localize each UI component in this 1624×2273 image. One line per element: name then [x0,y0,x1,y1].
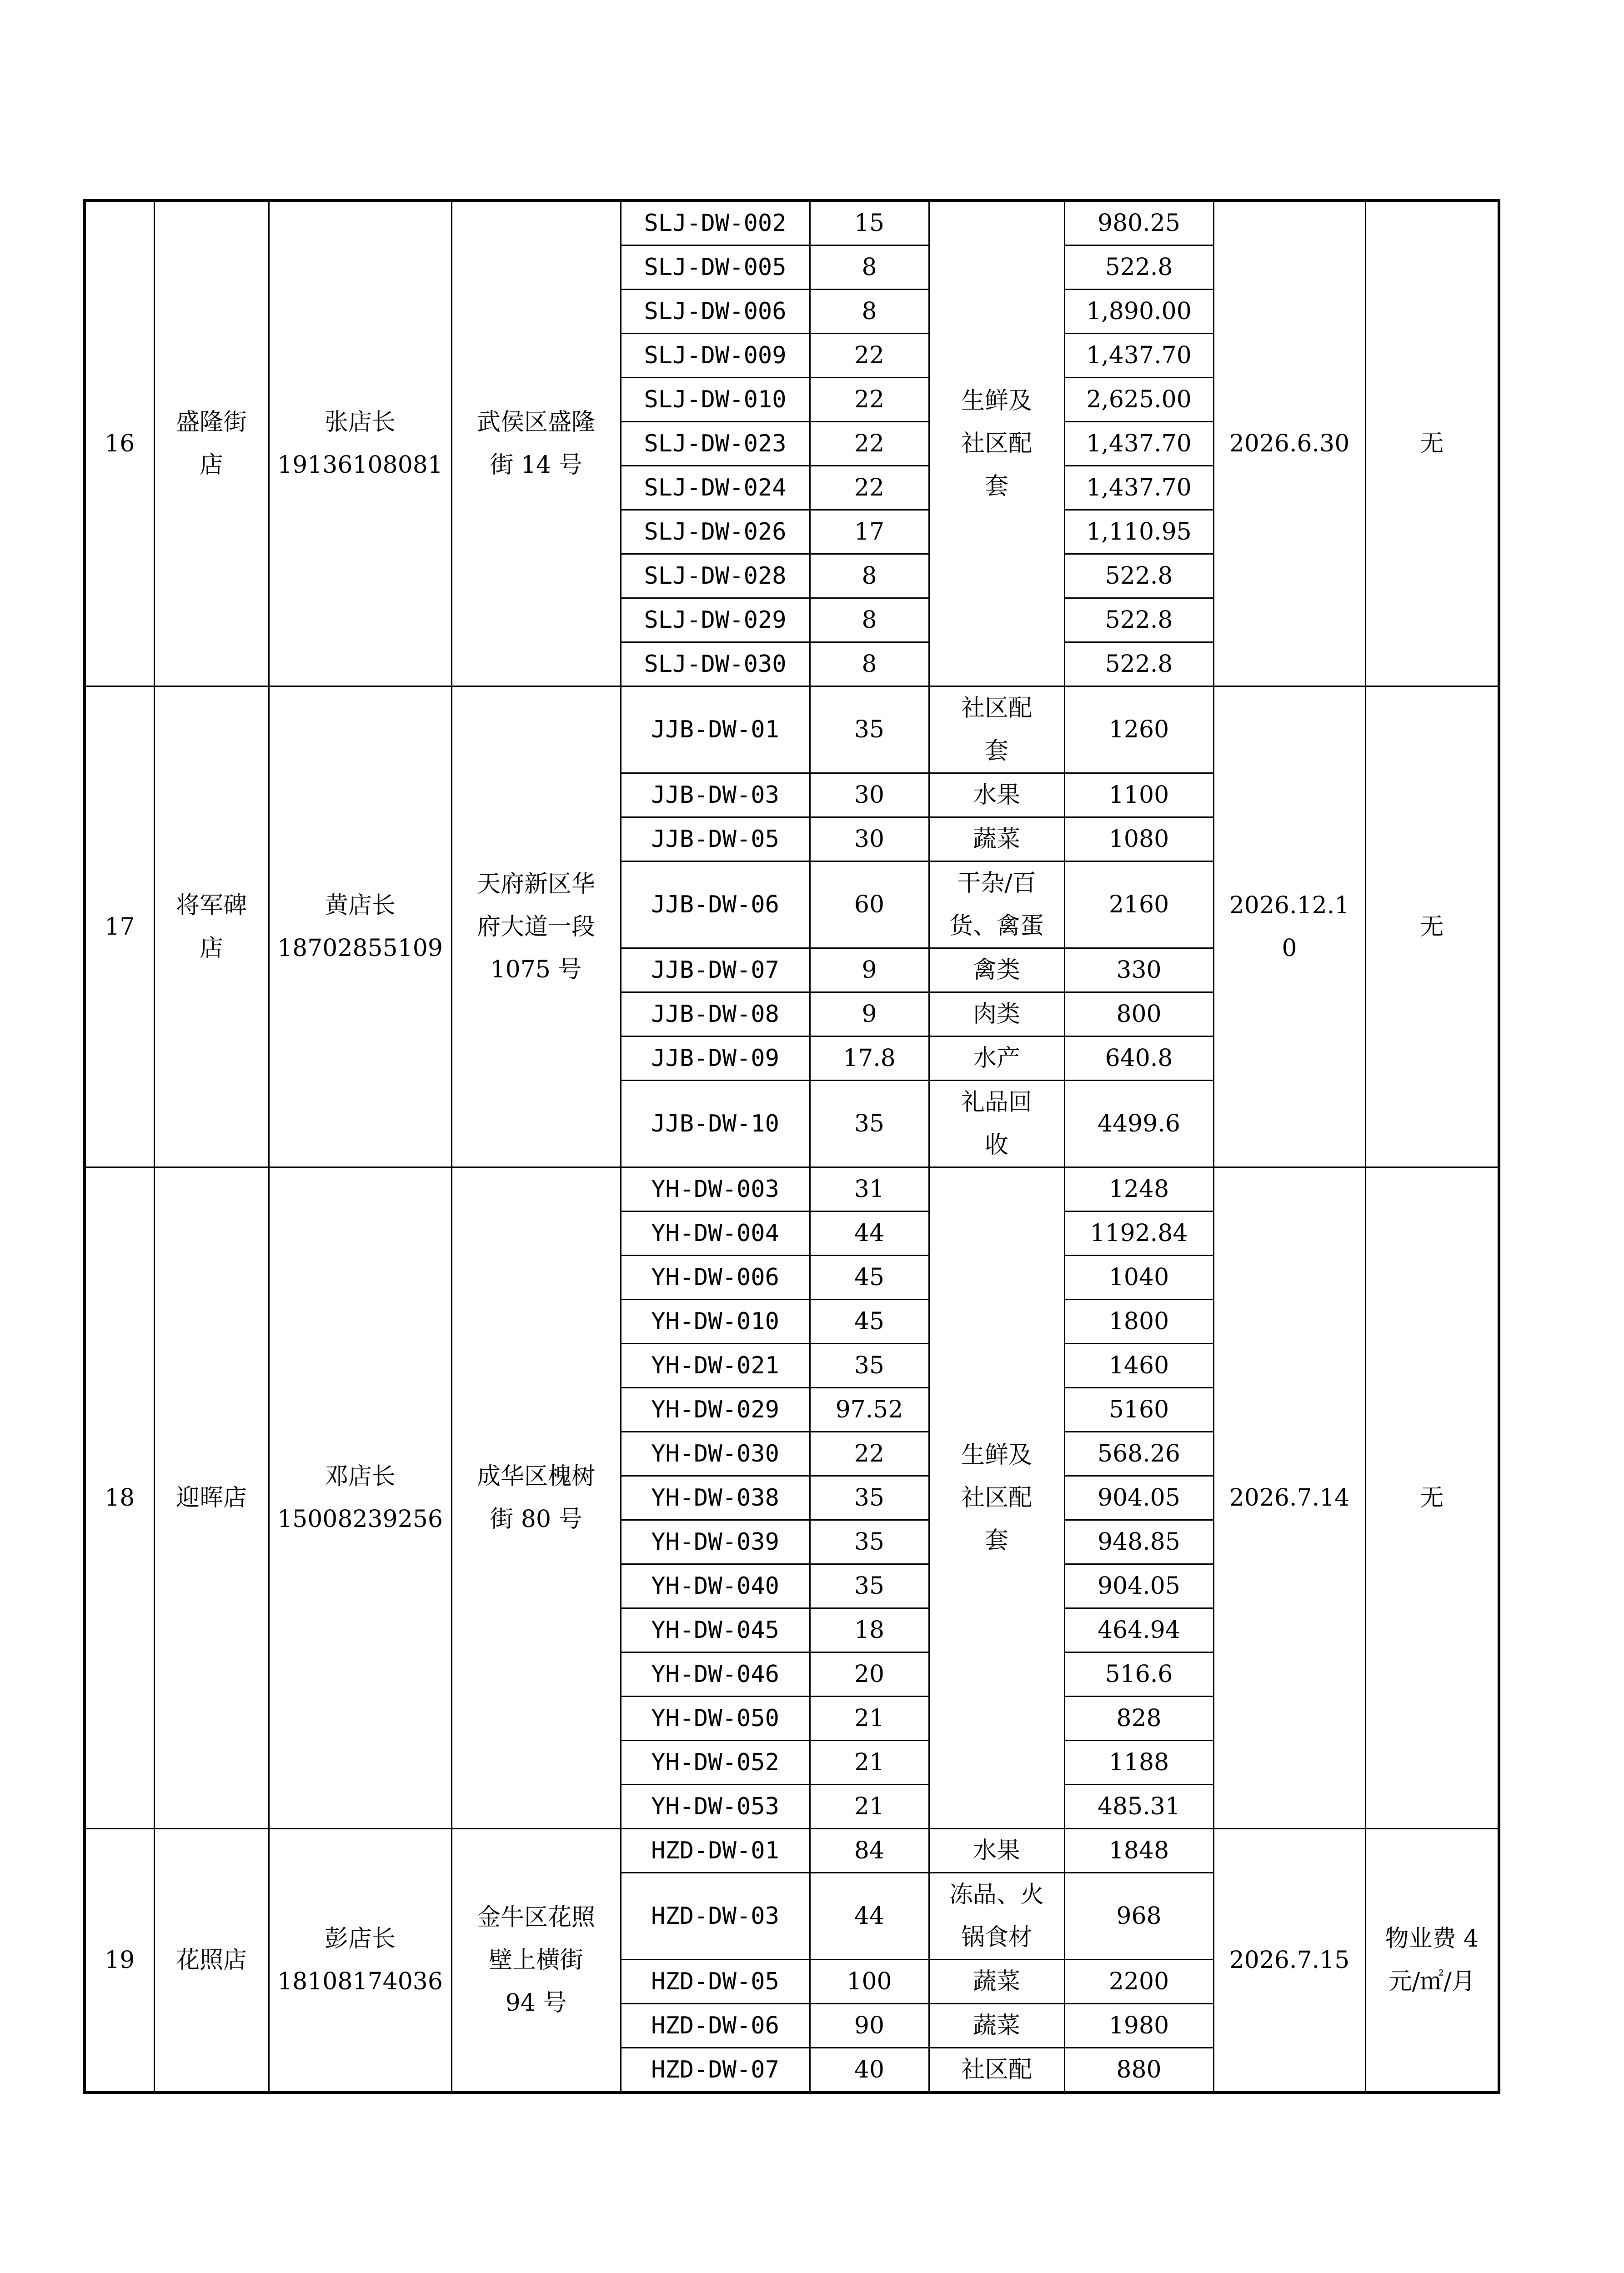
unit-code: YH-DW-006 [621,1256,810,1300]
store-address-line: 街 14 号 [490,451,582,479]
unit-area: 40 [810,2048,929,2093]
property-fee-line: 物业费 4 [1385,1925,1479,1953]
unit-area: 35 [810,1344,929,1388]
unit-use-line: 套 [984,1527,1008,1554]
unit-area: 35 [810,1564,929,1608]
unit-code: SLJ-DW-029 [621,598,810,642]
unit-area: 45 [810,1300,929,1344]
unit-rent: 1,110.95 [1064,510,1213,554]
store-address-line: 1075 号 [490,956,582,983]
unit-rent: 1800 [1064,1300,1213,1344]
unit-area: 97.52 [810,1388,929,1432]
unit-code: HZD-DW-06 [621,2004,810,2048]
unit-rent: 522.8 [1064,642,1213,686]
store-manager-line: 邓店长 [324,1463,396,1490]
store-manager-line: 18702855109 [277,934,443,962]
unit-rent: 1080 [1064,817,1213,861]
unit-use [929,1960,1064,2004]
unit-code: YH-DW-038 [621,1476,810,1520]
unit-code: YH-DW-046 [621,1652,810,1697]
lease-expiry-line: 2026.7.14 [1229,1484,1350,1512]
store-name-line: 店 [199,934,223,962]
unit-code: SLJ-DW-006 [621,290,810,334]
unit-rent: 1460 [1064,1344,1213,1388]
unit-code: SLJ-DW-030 [621,642,810,686]
unit-code: JJB-DW-03 [621,773,810,817]
lease-table-page [83,199,1498,2094]
store-address-line: 府大道一段 [476,913,595,941]
store-name [154,686,269,1167]
unit-code: SLJ-DW-005 [621,245,810,290]
unit-use [929,773,1064,817]
unit-area: 100 [810,1960,929,2004]
unit-area: 44 [810,1873,929,1960]
unit-rent: 330 [1064,948,1213,992]
unit-code: SLJ-DW-026 [621,510,810,554]
unit-area: 21 [810,1785,929,1829]
unit-rent: 640.8 [1064,1036,1213,1081]
unit-use [929,200,1064,686]
store-manager-line: 张店长 [324,409,396,436]
unit-code: SLJ-DW-010 [621,378,810,422]
unit-rent: 4499.6 [1064,1081,1213,1167]
store-manager-line: 19136108081 [277,451,443,479]
lease-expiry-line: 2026.7.15 [1229,1947,1350,1974]
unit-rent: 5160 [1064,1388,1213,1432]
unit-rent: 464.94 [1064,1608,1213,1652]
unit-use-line: 冻品、火 [949,1881,1044,1908]
store-manager-line: 15008239256 [277,1506,443,1533]
unit-code: JJB-DW-01 [621,686,810,773]
unit-area: 17 [810,510,929,554]
unit-area: 84 [810,1829,929,1873]
store-name [154,200,269,686]
unit-use-line: 货、禽蛋 [949,912,1044,940]
unit-use-line: 禽类 [972,956,1020,984]
unit-use-line: 肉类 [972,1001,1020,1028]
store-manager [269,686,451,1167]
unit-code: YH-DW-004 [621,1212,810,1256]
store-address-line: 街 80 号 [490,1506,582,1533]
unit-area: 45 [810,1256,929,1300]
unit-code: HZD-DW-05 [621,1960,810,2004]
unit-area: 8 [810,598,929,642]
unit-code: HZD-DW-07 [621,2048,810,2093]
unit-area: 22 [810,466,929,510]
unit-use [929,2048,1064,2093]
unit-area: 35 [810,1081,929,1167]
unit-area: 30 [810,773,929,817]
unit-code: YH-DW-050 [621,1697,810,1741]
unit-use-line: 社区配 [961,695,1032,722]
unit-area: 8 [810,290,929,334]
unit-area: 18 [810,1608,929,1652]
store-number [85,200,154,686]
unit-code: HZD-DW-03 [621,1873,810,1960]
unit-use [929,1081,1064,1167]
unit-area: 20 [810,1652,929,1697]
store-name-line: 花照店 [175,1947,247,1974]
unit-rent: 828 [1064,1697,1213,1741]
unit-code: HZD-DW-01 [621,1829,810,1873]
table-row [85,200,1499,245]
unit-use [929,1036,1064,1081]
unit-use-line: 水产 [972,1045,1020,1072]
unit-rent: 1248 [1064,1167,1213,1212]
unit-use-line: 社区配 [961,2056,1032,2083]
store-name-line: 将军碑 [175,891,247,919]
unit-code: YH-DW-021 [621,1344,810,1388]
store-manager [269,1829,451,2093]
property-fee [1365,1829,1499,2093]
unit-use [929,2004,1064,2048]
unit-use-line: 生鲜及 [961,1442,1032,1469]
property-fee-line: 无 [1420,1484,1444,1512]
store-address [451,1829,621,2093]
unit-rent: 568.26 [1064,1432,1213,1476]
unit-area: 22 [810,334,929,378]
unit-code: YH-DW-053 [621,1785,810,1829]
store-address-line: 天府新区华 [476,870,595,898]
unit-code: SLJ-DW-009 [621,334,810,378]
unit-use-line: 蔬菜 [972,826,1020,853]
unit-rent: 522.8 [1064,598,1213,642]
lease-expiry [1213,1829,1365,2093]
unit-rent: 880 [1064,2048,1213,2093]
unit-area: 35 [810,686,929,773]
store-address [451,686,621,1167]
unit-rent: 1,437.70 [1064,422,1213,466]
unit-rent: 1260 [1064,686,1213,773]
store-number-line: 19 [105,1947,135,1974]
unit-code: YH-DW-003 [621,1167,810,1212]
unit-area: 90 [810,2004,929,2048]
unit-use-line: 社区配 [961,430,1032,457]
unit-rent: 1,437.70 [1064,334,1213,378]
unit-use [929,1829,1064,1873]
unit-area: 9 [810,948,929,992]
unit-use-line: 水果 [972,781,1020,809]
unit-area: 8 [810,642,929,686]
unit-rent: 1980 [1064,2004,1213,2048]
store-number [85,1829,154,2093]
unit-rent: 1188 [1064,1741,1213,1785]
store-name-line: 店 [199,451,223,479]
lease-table [83,199,1500,2094]
store-manager-line: 黄店长 [324,891,396,919]
store-address [451,200,621,686]
store-number-line: 17 [105,913,135,941]
property-fee [1365,200,1499,686]
table-row [85,1167,1499,1212]
store-name-line: 盛隆街 [175,409,247,436]
unit-rent: 1848 [1064,1829,1213,1873]
unit-rent: 968 [1064,1873,1213,1960]
unit-rent: 522.8 [1064,554,1213,598]
store-address-line: 金牛区花照 [476,1904,595,1931]
unit-rent: 1040 [1064,1256,1213,1300]
store-manager-line: 18108174036 [277,1968,443,1995]
unit-area: 17.8 [810,1036,929,1081]
unit-rent: 1,890.00 [1064,290,1213,334]
unit-rent: 1100 [1064,773,1213,817]
unit-rent: 800 [1064,992,1213,1036]
unit-code: JJB-DW-10 [621,1081,810,1167]
unit-use-line: 生鲜及 [961,387,1032,415]
unit-use [929,861,1064,948]
store-address-line: 壁上横街 [488,1947,583,1974]
unit-rent: 522.8 [1064,245,1213,290]
store-number [85,686,154,1167]
unit-area: 22 [810,378,929,422]
property-fee-line: 元/㎡/月 [1388,1968,1475,1995]
unit-rent: 516.6 [1064,1652,1213,1697]
unit-rent: 2200 [1064,1960,1213,2004]
unit-code: JJB-DW-08 [621,992,810,1036]
unit-code: SLJ-DW-024 [621,466,810,510]
property-fee [1365,1167,1499,1829]
unit-use [929,948,1064,992]
store-manager-line: 彭店长 [324,1925,396,1953]
unit-rent: 2160 [1064,861,1213,948]
unit-code: JJB-DW-06 [621,861,810,948]
unit-code: YH-DW-045 [621,1608,810,1652]
unit-rent: 485.31 [1064,1785,1213,1829]
lease-expiry [1213,686,1365,1167]
unit-code: JJB-DW-07 [621,948,810,992]
store-number-line: 18 [105,1484,135,1512]
unit-code: SLJ-DW-002 [621,200,810,245]
lease-expiry [1213,1167,1365,1829]
unit-use-line: 礼品回 [961,1089,1032,1116]
unit-area: 8 [810,245,929,290]
store-address-line: 成华区槐树 [476,1463,595,1490]
unit-use-line: 套 [984,473,1008,500]
unit-rent: 948.85 [1064,1520,1213,1564]
unit-rent: 980.25 [1064,200,1213,245]
unit-area: 22 [810,1432,929,1476]
unit-code: YH-DW-040 [621,1564,810,1608]
unit-area: 30 [810,817,929,861]
unit-area: 35 [810,1520,929,1564]
lease-expiry-line: 2026.6.30 [1229,430,1350,457]
property-fee [1365,686,1499,1167]
unit-use [929,992,1064,1036]
table-body [85,200,1499,2093]
store-address [451,1167,621,1829]
unit-use-line: 蔬菜 [972,2012,1020,2039]
unit-use-line: 干杂/百 [957,870,1036,897]
unit-code: YH-DW-039 [621,1520,810,1564]
lease-expiry-line: 2026.12.1 [1229,891,1350,919]
property-fee-line: 无 [1420,913,1444,941]
store-manager [269,200,451,686]
unit-area: 44 [810,1212,929,1256]
store-name [154,1167,269,1829]
unit-code: YH-DW-010 [621,1300,810,1344]
unit-use [929,817,1064,861]
unit-use-line: 蔬菜 [972,1968,1020,1995]
unit-code: SLJ-DW-023 [621,422,810,466]
unit-code: SLJ-DW-028 [621,554,810,598]
unit-area: 9 [810,992,929,1036]
unit-use-line: 水果 [972,1837,1020,1864]
unit-area: 21 [810,1741,929,1785]
store-name [154,1829,269,2093]
unit-use [929,1167,1064,1829]
unit-use-line: 收 [984,1131,1008,1159]
unit-code: JJB-DW-05 [621,817,810,861]
unit-code: YH-DW-052 [621,1741,810,1785]
unit-use [929,686,1064,773]
unit-rent: 2,625.00 [1064,378,1213,422]
store-number [85,1167,154,1829]
unit-use-line: 社区配 [961,1484,1032,1512]
unit-use-line: 套 [984,737,1008,765]
table-row [85,1829,1499,1873]
store-name-line: 迎晖店 [175,1484,247,1512]
unit-area: 35 [810,1476,929,1520]
unit-use [929,1873,1064,1960]
store-number-line: 16 [105,430,135,457]
unit-area: 31 [810,1167,929,1212]
table-row [85,686,1499,773]
unit-area: 60 [810,861,929,948]
unit-use-line: 锅食材 [961,1924,1032,1951]
lease-expiry-line: 0 [1282,934,1297,962]
unit-rent: 904.05 [1064,1476,1213,1520]
unit-rent: 904.05 [1064,1564,1213,1608]
unit-area: 15 [810,200,929,245]
store-address-line: 94 号 [505,1989,567,2017]
property-fee-line: 无 [1420,430,1444,457]
unit-rent: 1192.84 [1064,1212,1213,1256]
unit-code: JJB-DW-09 [621,1036,810,1081]
unit-area: 8 [810,554,929,598]
store-address-line: 武侯区盛隆 [476,409,595,436]
store-manager [269,1167,451,1829]
unit-area: 21 [810,1697,929,1741]
lease-expiry [1213,200,1365,686]
unit-area: 22 [810,422,929,466]
unit-code: YH-DW-030 [621,1432,810,1476]
unit-rent: 1,437.70 [1064,466,1213,510]
unit-code: YH-DW-029 [621,1388,810,1432]
